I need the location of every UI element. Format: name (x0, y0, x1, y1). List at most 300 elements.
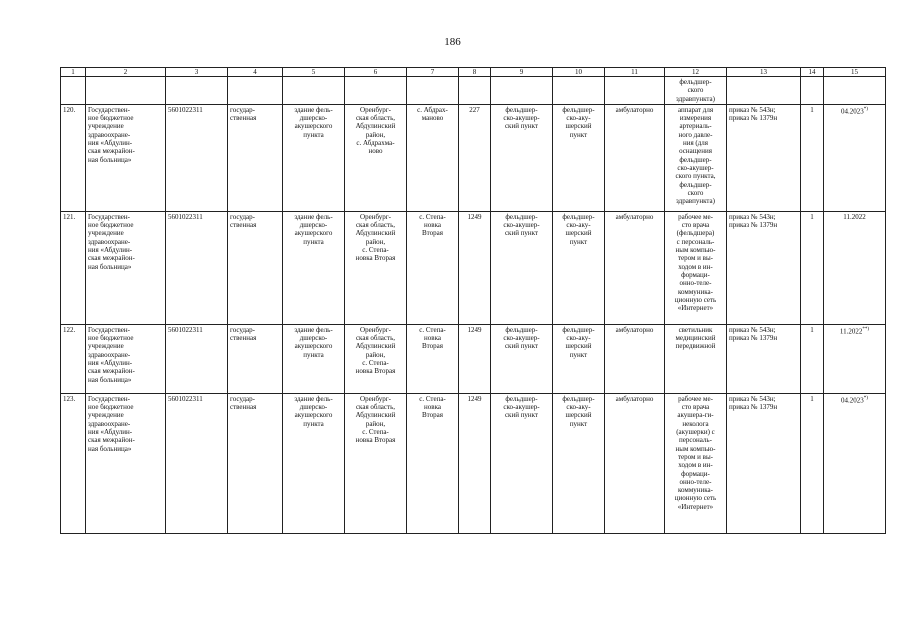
cell-line: учреждение (88, 229, 124, 238)
quantity (801, 211, 824, 324)
cell-text: 13 (760, 68, 767, 76)
equipment (665, 393, 727, 533)
cell-line: ния «Абдулин- (88, 359, 133, 368)
cell-line: измерения (679, 114, 712, 123)
equipment (665, 324, 727, 393)
cell-line: пункта (303, 419, 324, 428)
continuation-cell (553, 77, 605, 105)
cell-line: медицинский (675, 334, 716, 343)
cell-line: приказ № 543н; (729, 325, 776, 334)
cell-line: приказ № 1379н (729, 403, 778, 412)
cell-line: рабочее ме- (678, 212, 713, 221)
cell-line: учреждение (88, 122, 124, 131)
cell-line: ско-акушер- (503, 221, 540, 230)
settlement (407, 324, 459, 393)
cell-line: неколога (682, 419, 709, 428)
cell-line: ственная (230, 114, 257, 123)
table-row (61, 393, 886, 533)
cell-line: светильник (678, 325, 713, 334)
column-number (407, 68, 459, 77)
row-number (61, 104, 86, 211)
address (345, 104, 407, 211)
cell-line: Абдулинский (355, 411, 396, 420)
cell-line: формаци- (681, 469, 710, 478)
population (459, 393, 491, 533)
continuation-cell (605, 77, 665, 105)
unit-type (491, 393, 553, 533)
cell-line: ния (для (682, 139, 709, 148)
cell-line: с. Степа- (362, 246, 389, 255)
quantity (801, 393, 824, 533)
cell-line: пункта (303, 350, 324, 359)
cell-text: 1 (71, 68, 75, 76)
cell-line: приказ № 1379н (729, 114, 778, 123)
cell-text: 1 (810, 105, 814, 114)
cell-text: 7 (430, 68, 435, 76)
organization-name (86, 211, 166, 324)
cell-line: приказ № 543н; (729, 212, 776, 221)
cell-line: рабочее ме- (678, 394, 713, 403)
cell-line: ная больница» (88, 155, 132, 164)
cell-line: онно-теле- (679, 477, 712, 486)
inn (166, 393, 228, 533)
cell-line: фельдшер- (562, 325, 595, 334)
ownership-form (228, 324, 283, 393)
table-row (61, 211, 886, 324)
unit-type (491, 104, 553, 211)
table-row (61, 324, 886, 393)
cell-text: 11 (631, 68, 638, 76)
cell-line: шерский (565, 229, 592, 238)
equipment (665, 104, 727, 211)
cell-text: 5601022311 (168, 325, 203, 334)
cell-line: ная больница» (88, 375, 132, 384)
cell-line: коммуника- (678, 287, 713, 296)
date (824, 104, 886, 211)
cell-line: ская область, (355, 334, 396, 343)
cell-line: сто врача (681, 403, 710, 412)
cell-line: акушерского (294, 122, 333, 131)
row-number (61, 393, 86, 533)
cell-line: Абдулинский (355, 229, 396, 238)
date (824, 324, 886, 393)
cell-line: приказ № 1379н (729, 221, 778, 230)
care-mode (605, 104, 665, 211)
column-number (86, 68, 166, 77)
address (345, 324, 407, 393)
continuation-cell (801, 77, 824, 105)
cell-line: здравпункта) (676, 197, 715, 206)
cell-text: 5 (311, 68, 316, 76)
cell-text: 5601022311 (168, 394, 203, 403)
population (459, 211, 491, 324)
cell-line: приказ № 543н; (729, 394, 776, 403)
cell-line: фельдшер- (679, 78, 712, 86)
cell-text: 1 (810, 212, 814, 221)
unit-type-2 (553, 211, 605, 324)
address (345, 393, 407, 533)
cell-line: дшерско- (299, 221, 328, 230)
cell-line: фельдшер- (505, 105, 538, 114)
cell-text: 227 (469, 105, 480, 114)
cell-line: шерский (565, 342, 592, 351)
column-number (166, 68, 228, 77)
cell-line: фельдшер- (505, 325, 538, 334)
cell-line: с. Степа- (362, 359, 389, 368)
cell-text: 2 (123, 68, 128, 76)
cell-line: ная больница» (88, 444, 132, 453)
ownership-form (228, 104, 283, 211)
cell-line: ходом в ин- (678, 262, 713, 271)
cell-text: 11.2022 (843, 212, 866, 221)
cell-line: новка Вторая (355, 254, 396, 263)
inn (166, 211, 228, 324)
settlement (407, 104, 459, 211)
date (824, 393, 886, 533)
cell-line: с персональ- (676, 237, 715, 246)
cell-line: шерский (565, 411, 592, 420)
cell-line: формаци- (681, 270, 710, 279)
cell-line: передвижной (675, 342, 716, 351)
cell-line: ская межрайон- (88, 436, 135, 445)
cell-line: Государствен- (88, 394, 130, 403)
column-number (801, 68, 824, 77)
cell-line: приказ № 1379н (729, 334, 778, 343)
cell-line: государ- (230, 212, 255, 221)
cell-line: ционную сеть (674, 494, 717, 503)
organization-name (86, 393, 166, 533)
row-number (61, 211, 86, 324)
cell-line: пункт (569, 130, 588, 139)
cell-line: онно-теле- (679, 279, 712, 288)
population (459, 104, 491, 211)
cell-line: ская межрайон- (88, 147, 135, 156)
continuation-cell (345, 77, 407, 105)
continuation-cell (727, 77, 801, 105)
cell-line: здравоохране- (88, 130, 131, 139)
cell-line: персональ- (679, 436, 712, 445)
cell-line: здравоохране- (88, 419, 131, 428)
cell-line: учреждение (88, 411, 124, 420)
continuation-cell (491, 77, 553, 105)
cell-line: ско-акушер- (503, 403, 540, 412)
cell-line: учреждение (88, 342, 124, 351)
cell-text: 1249 (467, 325, 482, 334)
cell-line: ская межрайон- (88, 367, 135, 376)
cell-text: 1 (810, 325, 814, 334)
care-mode (605, 211, 665, 324)
building (283, 211, 345, 324)
cell-line: акушерского (294, 411, 333, 420)
cell-line: с. Абдрах- (417, 105, 448, 114)
cell-text: 12 (692, 68, 699, 76)
cell-line: дшерско- (299, 403, 328, 412)
column-number (553, 68, 605, 77)
cell-line: ное бюджетное (88, 334, 134, 343)
column-number (824, 68, 886, 77)
cell-line: ско-акушер- (503, 334, 540, 343)
care-mode (605, 324, 665, 393)
cell-line: ская межрайон- (88, 254, 135, 263)
continuation-cell (407, 77, 459, 105)
cell-text: 1249 (467, 212, 482, 221)
cell-line: с. Степа- (419, 212, 446, 221)
column-number (459, 68, 491, 77)
cell-line: здание фель- (294, 394, 333, 403)
cell-line: ская область, (355, 114, 396, 123)
cell-line: пункта (303, 237, 324, 246)
cell-line: «Интернет» (677, 502, 714, 511)
row-number (61, 324, 86, 393)
unit-type (491, 211, 553, 324)
cell-text: 6 (373, 68, 378, 76)
care-mode (605, 393, 665, 533)
cell-text: 4 (253, 68, 257, 76)
unit-type-2 (553, 104, 605, 211)
cell-line: новка (424, 221, 441, 230)
page-number: 186 (444, 36, 461, 48)
cell-line: ственная (230, 403, 257, 412)
cell-line: пункт (569, 419, 588, 428)
cell-line: с. Степа- (419, 325, 446, 334)
cell-line: фельдшер- (562, 212, 595, 221)
cell-line: «Интернет» (677, 304, 714, 313)
continuation-cell (459, 77, 491, 105)
cell-line: Государствен- (88, 105, 130, 114)
cell-line: район, (365, 419, 386, 428)
cell-line: ская область, (355, 403, 396, 412)
continuation-cell (86, 77, 166, 105)
cell-text: амбулаторно (615, 105, 654, 114)
cell-line: ным компью- (675, 246, 716, 255)
cell-text: 10 (575, 68, 582, 76)
cell-line: пункт (569, 350, 588, 359)
cell-line: ско-аку- (566, 114, 591, 123)
cell-text: 5601022311 (168, 212, 203, 221)
cell-line: ния «Абдулин- (88, 139, 133, 148)
cell-line: ного давле- (678, 130, 713, 139)
cell-line: ная больница» (88, 262, 132, 271)
cell-line: Оренбург- (360, 105, 391, 114)
organization-name (86, 104, 166, 211)
cell-line: оснащения (679, 147, 712, 156)
continuation-cell (824, 77, 886, 105)
building (283, 324, 345, 393)
cell-line: Оренбург- (360, 212, 391, 221)
column-number (228, 68, 283, 77)
cell-line: Абдулинский (355, 122, 396, 131)
cell-line: (акушерки) с (676, 428, 715, 437)
orders (727, 393, 801, 533)
cell-line: ский пункт (504, 122, 539, 131)
column-number-row (61, 68, 886, 77)
cell-line: коммуника- (678, 486, 713, 495)
continuation-cell (283, 77, 345, 105)
cell-text: 123. (63, 394, 76, 403)
cell-line: район, (365, 237, 386, 246)
column-number (283, 68, 345, 77)
settlement (407, 393, 459, 533)
cell-line: ская область, (355, 221, 396, 230)
cell-text: амбулаторно (615, 394, 654, 403)
quantity (801, 104, 824, 211)
orders (727, 211, 801, 324)
cell-line: ное бюджетное (88, 403, 134, 412)
continuation-cell (61, 77, 86, 105)
cell-line: фельдшер- (505, 394, 538, 403)
cell-text: 11.2022 (839, 327, 863, 336)
cell-line: акушерского (294, 229, 333, 238)
continuation-cell (665, 77, 727, 105)
organization-name (86, 324, 166, 393)
cell-line: ново (368, 147, 383, 156)
cell-line: ский пункт (504, 342, 539, 351)
cell-line: государ- (230, 394, 255, 403)
building (283, 393, 345, 533)
cell-line: Вторая (422, 411, 443, 420)
cell-line: здравоохране- (88, 350, 131, 359)
cell-line: маново (421, 114, 444, 123)
column-number (491, 68, 553, 77)
cell-line: государ- (230, 325, 255, 334)
continuation-row (61, 77, 886, 105)
population (459, 324, 491, 393)
cell-text: 15 (851, 68, 858, 76)
quantity (801, 324, 824, 393)
cell-line: акушерского (294, 342, 333, 351)
cell-text: 120. (63, 105, 76, 114)
cell-line: здание фель- (294, 325, 333, 334)
inn (166, 324, 228, 393)
cell-text: 04.2023 (841, 107, 864, 116)
date-footnote-mark: *) (863, 395, 868, 401)
cell-line: ное бюджетное (88, 114, 134, 123)
cell-line: Оренбург- (360, 394, 391, 403)
cell-line: ния «Абдулин- (88, 428, 133, 437)
inn (166, 104, 228, 211)
cell-line: ского (687, 86, 704, 95)
cell-line: ско-аку- (566, 221, 591, 230)
column-number (727, 68, 801, 77)
cell-line: фельдшер- (679, 180, 712, 189)
cell-text: 3 (194, 68, 199, 76)
unit-type (491, 324, 553, 393)
cell-line: здание фель- (294, 212, 333, 221)
cell-line: Государствен- (88, 212, 130, 221)
cell-line: ственная (230, 221, 257, 230)
cell-line: новка Вторая (355, 436, 396, 445)
cell-line: пункта (303, 130, 324, 139)
column-number (605, 68, 665, 77)
cell-line: шерский (565, 122, 592, 131)
cell-line: Государствен- (88, 325, 130, 334)
table-row (61, 104, 886, 211)
cell-line: здание фель- (294, 105, 333, 114)
cell-line: сто врача (681, 221, 710, 230)
unit-type-2 (553, 393, 605, 533)
cell-text: 122. (63, 325, 76, 334)
cell-text: амбулаторно (615, 212, 654, 221)
cell-line: ственная (230, 334, 257, 343)
cell-line: район, (365, 350, 386, 359)
cell-line: ского пункта, (675, 172, 716, 181)
cell-line: ско-аку- (566, 334, 591, 343)
cell-line: ско-аку- (566, 403, 591, 412)
cell-line: Вторая (422, 229, 443, 238)
date (824, 211, 886, 324)
building (283, 104, 345, 211)
cell-line: Оренбург- (360, 325, 391, 334)
cell-line: новка (424, 403, 441, 412)
cell-text: 04.2023 (841, 396, 864, 405)
cell-line: приказ № 543н; (729, 105, 776, 114)
cell-text: 8 (472, 68, 477, 76)
column-number (345, 68, 407, 77)
cell-text: 1249 (467, 394, 482, 403)
cell-text: 1 (810, 394, 814, 403)
ownership-form (228, 393, 283, 533)
cell-line: здравоохране- (88, 237, 131, 246)
cell-line: Абдулинский (355, 342, 396, 351)
cell-line: ско-акушер- (503, 114, 540, 123)
continuation-cell (166, 77, 228, 105)
cell-line: ное бюджетное (88, 221, 134, 230)
cell-line: пункт (569, 237, 588, 246)
ownership-form (228, 211, 283, 324)
date-footnote-mark: **) (862, 326, 870, 332)
cell-line: Вторая (422, 342, 443, 351)
cell-line: ционную сеть (674, 295, 717, 304)
cell-line: тером и вы- (677, 452, 714, 461)
cell-text: 14 (808, 68, 816, 76)
date-footnote-mark: *) (863, 106, 868, 112)
cell-line: с. Абдрахма- (356, 139, 395, 148)
cell-line: ский пункт (504, 229, 539, 238)
cell-line: ский пункт (504, 411, 539, 420)
cell-line: аппарат для (677, 105, 714, 114)
cell-line: район, (365, 130, 386, 139)
settlement (407, 211, 459, 324)
column-number (665, 68, 727, 77)
orders (727, 104, 801, 211)
cell-line: ско-акушер- (677, 163, 714, 172)
cell-line: здравпункта) (676, 94, 715, 103)
cell-text: 5601022311 (168, 105, 203, 114)
cell-text: 9 (519, 68, 524, 76)
cell-line: (фельдшера) (676, 229, 715, 238)
continuation-cell (228, 77, 283, 105)
cell-line: с. Степа- (362, 428, 389, 437)
cell-line: фельдшер- (505, 212, 538, 221)
cell-line: фельдшер- (679, 155, 712, 164)
medical-equipment-table (60, 67, 886, 534)
cell-line: ского (687, 188, 704, 197)
cell-line: ным компью- (675, 444, 716, 453)
unit-type-2 (553, 324, 605, 393)
cell-line: государ- (230, 105, 255, 114)
address (345, 211, 407, 324)
cell-line: акушера-ги- (677, 411, 714, 420)
cell-line: тером и вы- (677, 254, 714, 263)
orders (727, 324, 801, 393)
equipment (665, 211, 727, 324)
column-number (61, 68, 86, 77)
cell-text: 121. (63, 212, 76, 221)
cell-line: дшерско- (299, 334, 328, 343)
cell-line: ния «Абдулин- (88, 246, 133, 255)
cell-line: новка Вторая (355, 367, 396, 376)
cell-line: с. Степа- (419, 394, 446, 403)
